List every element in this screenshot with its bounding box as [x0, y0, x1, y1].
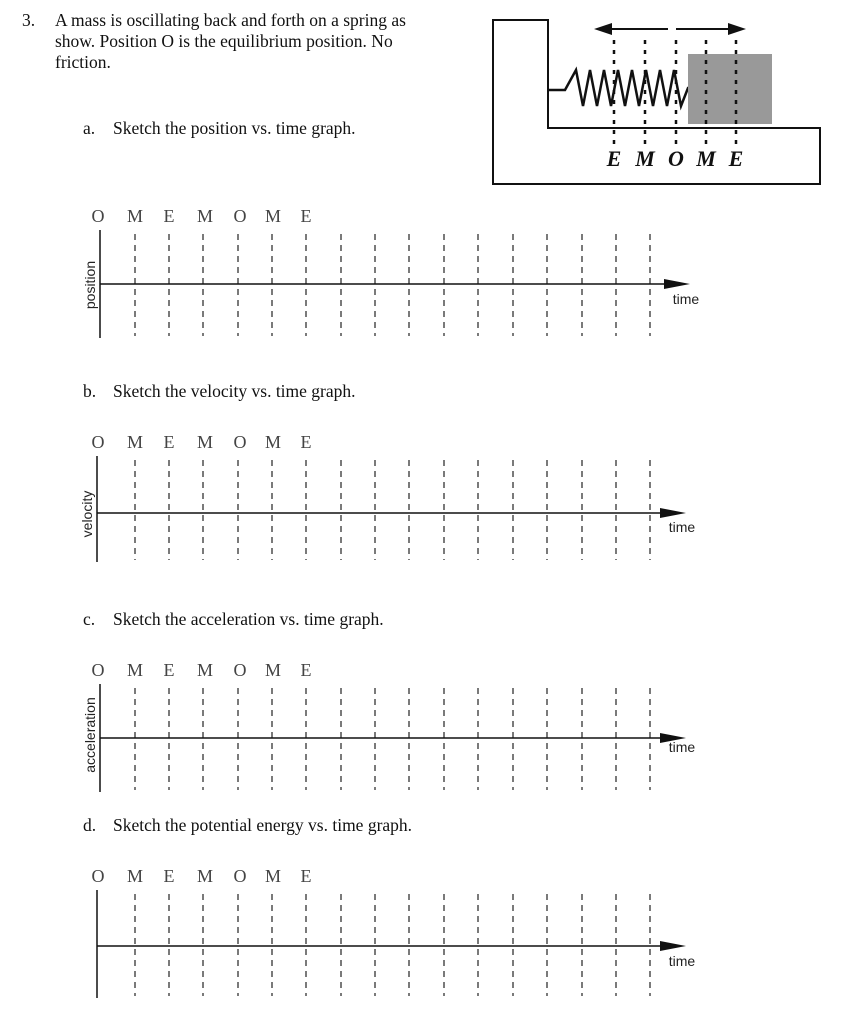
part-c-letter: c.	[83, 609, 96, 629]
sequence-label: M	[196, 866, 214, 886]
diagram-position-label: E	[728, 146, 744, 171]
graph-c	[82, 660, 695, 792]
sequence-label: O	[233, 206, 247, 226]
diagram-position-label: E	[606, 146, 622, 171]
sequence-label: M	[126, 432, 144, 452]
sequence-label: O	[233, 432, 247, 452]
sequence-label: O	[91, 660, 105, 680]
axis-arrow-icon	[664, 279, 690, 289]
sequence-label: M	[196, 660, 214, 680]
sequence-label: O	[91, 206, 105, 226]
sequence-label: E	[300, 432, 312, 452]
y-axis-label: velocity	[79, 490, 95, 538]
sequence-label: O	[91, 866, 105, 886]
sequence-label: M	[264, 866, 282, 886]
sequence-label: M	[264, 660, 282, 680]
axis-arrow-icon	[660, 508, 686, 518]
axis-arrow-icon	[660, 941, 686, 951]
sequence-label: E	[300, 206, 312, 226]
part-d-letter: d.	[83, 815, 97, 835]
sequence-label: M	[264, 432, 282, 452]
x-axis-label: time	[668, 739, 696, 755]
diagram-position-label: M	[635, 146, 655, 171]
diagram-position-label: O	[668, 146, 684, 171]
question-text: A mass is oscillating back and forth on a spring as show. Position O is the equilibrium position. No friction.	[55, 10, 406, 72]
graph-b	[79, 432, 695, 562]
sequence-label: E	[300, 660, 312, 680]
sequence-label: E	[163, 866, 175, 886]
sequence-label: M	[196, 432, 214, 452]
part-b-letter: b.	[83, 381, 97, 401]
x-axis-label: time	[668, 953, 696, 969]
x-axis-label: time	[672, 291, 700, 307]
question-number: 3.	[22, 10, 36, 30]
part-a-letter: a.	[83, 118, 96, 138]
sequence-label: E	[163, 206, 175, 226]
graph-a	[82, 206, 699, 338]
sequence-label: M	[126, 660, 144, 680]
sequence-label: M	[126, 866, 144, 886]
x-axis-label: time	[668, 519, 696, 535]
sequence-label: E	[300, 866, 312, 886]
part-d-text: Sketch the potential energy vs. time graph.	[113, 815, 413, 835]
sequence-label: M	[196, 206, 214, 226]
y-axis-label: position	[82, 260, 98, 310]
sequence-label: M	[126, 206, 144, 226]
sequence-label: O	[233, 866, 247, 886]
sequence-label: M	[264, 206, 282, 226]
part-c-text: Sketch the acceleration vs. time graph.	[113, 609, 384, 629]
part-a-text: Sketch the position vs. time graph.	[113, 118, 356, 138]
sequence-label: E	[163, 432, 175, 452]
sequence-label: O	[91, 432, 105, 452]
diagram-position-label: M	[696, 146, 716, 171]
graph-d	[92, 866, 696, 998]
part-b-text: Sketch the velocity vs. time graph.	[113, 381, 356, 401]
sequence-label: E	[163, 660, 175, 680]
sequence-label: O	[233, 660, 247, 680]
y-axis-label: acceleration	[82, 697, 98, 773]
